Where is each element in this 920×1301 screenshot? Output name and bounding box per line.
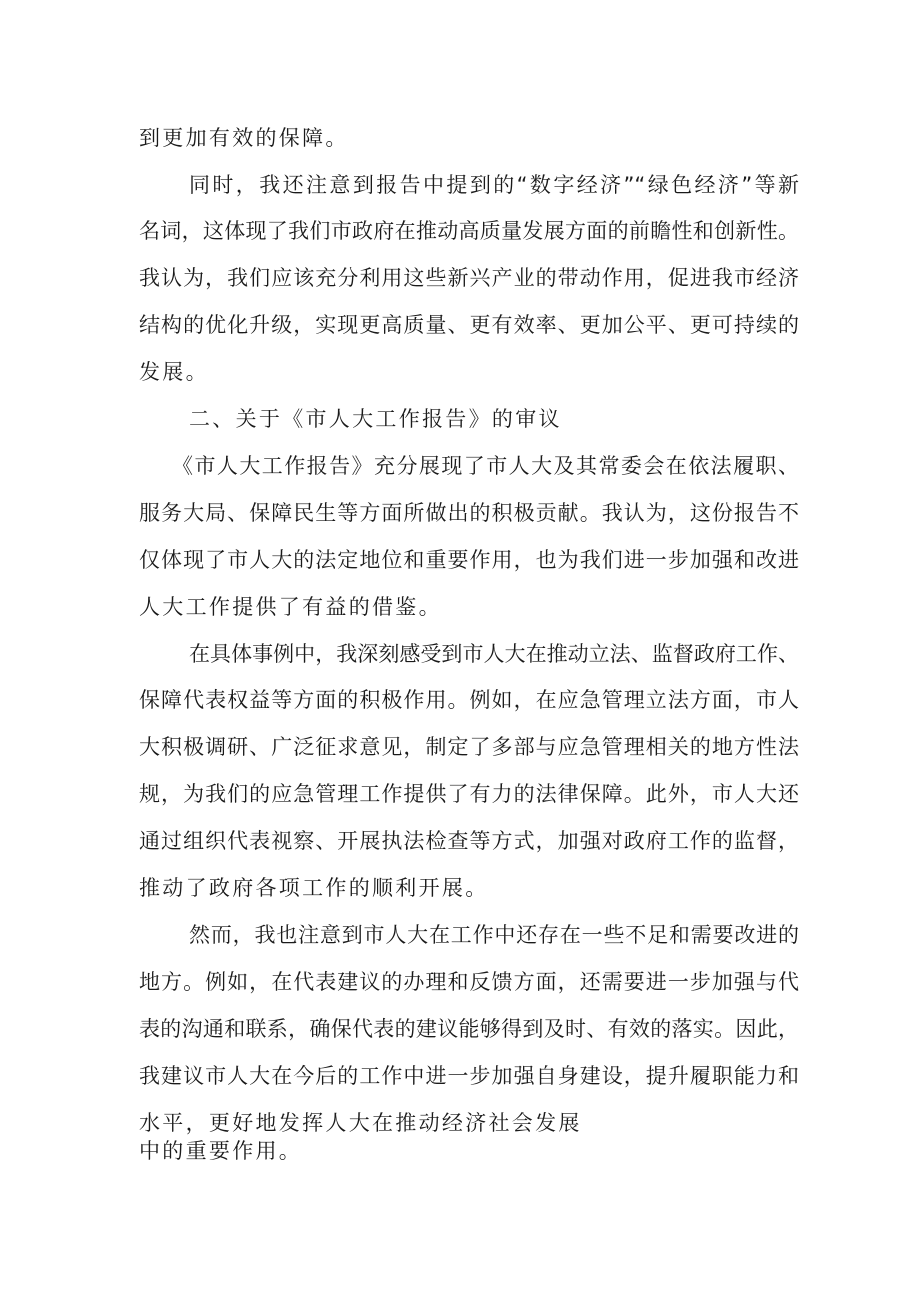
text-line: 通过组织代表视察、开展执法检查等方式，加强对政府工作的监督， — [139, 829, 799, 853]
text-line: 保障代表权益等方面的积极作用。例如，在应急管理立法方面，市人 — [139, 688, 799, 712]
paragraph-first-line: 同时，我还注意到报告中提到的“数字经济”“绿色经济”等新 — [189, 173, 799, 197]
text-line: 规，为我们的应急管理工作提供了有力的法律保障。此外，市人大还 — [139, 782, 799, 806]
text-line: 服务大局、保障民生等方面所做出的积极贡献。我认为，这份报告不 — [139, 501, 799, 525]
section-heading: 二、关于《市人大工作报告》的审议 — [189, 407, 562, 431]
text-line: 水平，更好地发挥人大在推动经济社会发展 — [139, 1111, 582, 1135]
text-line: 发展。 — [139, 360, 209, 384]
paragraph-first-line: 《市人大工作报告》充分展现了市人大及其常委会在依法履职、 — [172, 454, 799, 478]
text-line: 推动了政府各项工作的顺利开展。 — [139, 876, 489, 900]
text-line: 我建议市人大在今后的工作中进一步加强自身建设，提升履职能力和 — [139, 1064, 799, 1088]
text-line: 地方。例如，在代表建议的办理和反馈方面，还需要进一步加强与代 — [139, 970, 799, 994]
text-line: 人大工作提供了有益的借鉴。 — [139, 595, 442, 619]
text-line: 表的沟通和联系，确保代表的建议能够得到及时、有效的落实。因此， — [139, 1017, 799, 1041]
text-line: 大积极调研、广泛征求意见，制定了多部与应急管理相关的地方性法 — [139, 735, 799, 759]
text-line: 名词，这体现了我们市政府在推动高质量发展方面的前瞻性和创新性。 — [139, 219, 799, 243]
text-line: 到更加有效的保障。 — [139, 126, 349, 150]
text-line: 我认为，我们应该充分利用这些新兴产业的带动作用，促进我市经济 — [139, 266, 799, 290]
text-line: 仅体现了市人大的法定地位和重要作用，也为我们进一步加强和改进 — [139, 548, 799, 572]
paragraph-first-line: 在具体事例中，我深刻感受到市人大在推动立法、监督政府工作、 — [189, 642, 799, 666]
text-line: 结构的优化升级，实现更高质量、更有效率、更加公平、更可持续的 — [139, 313, 799, 337]
text-line: 中的重要作用。 — [139, 1139, 303, 1163]
paragraph-first-line: 然而，我也注意到市人大在工作中还存在一些不足和需要改进的 — [189, 923, 799, 947]
